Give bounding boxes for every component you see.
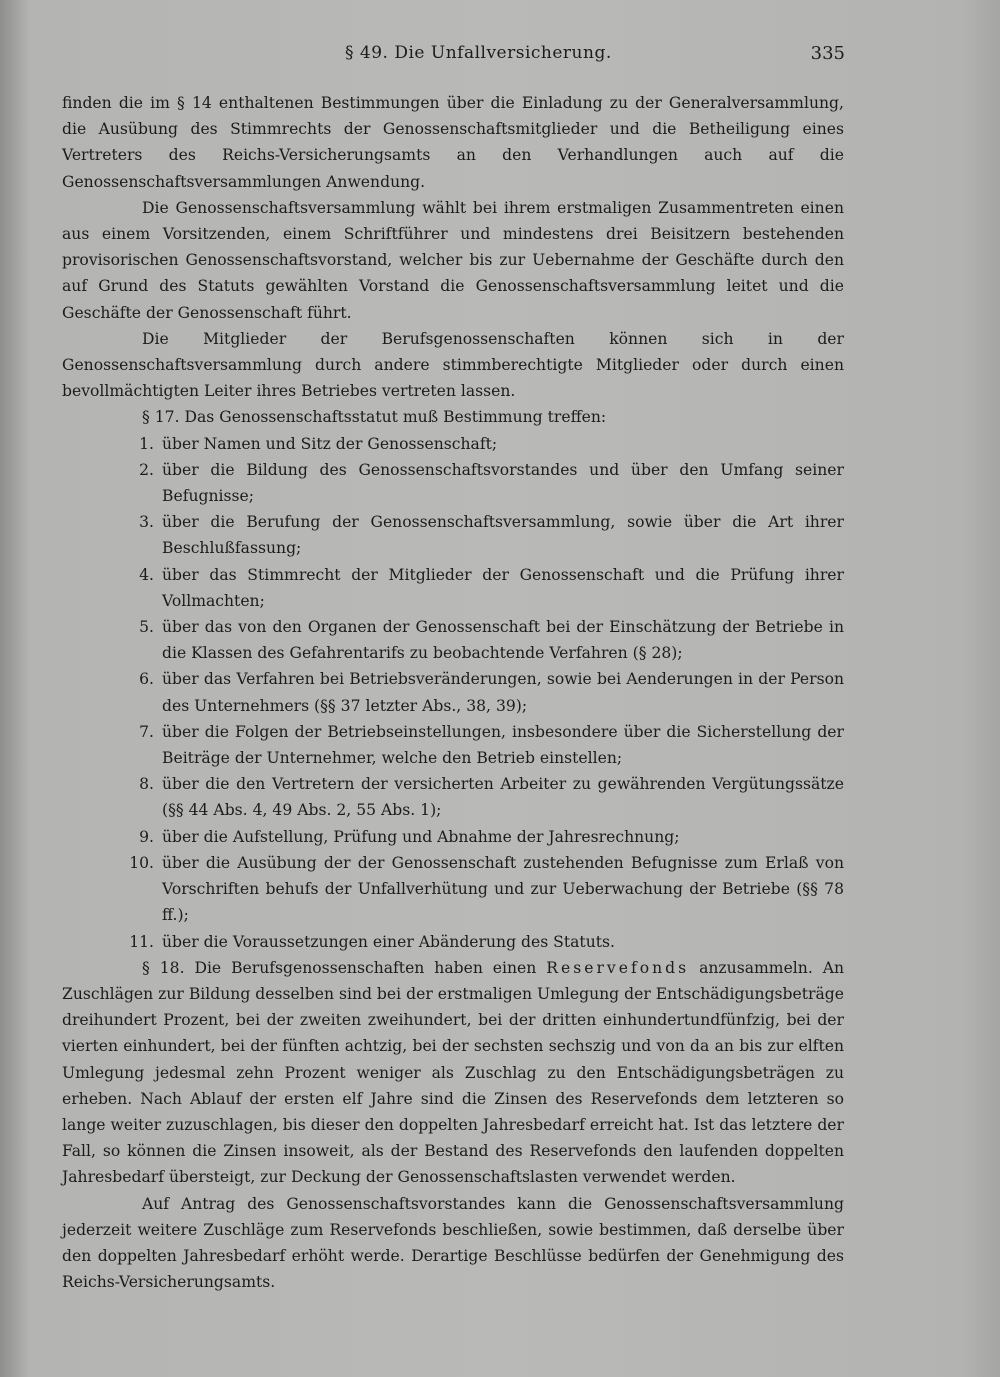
page-header [60, 43, 845, 69]
item-text: über das Verfahren bei Betriebsveränderungen, sowie bei Aenderungen in der Person des Unternehmers (§§ 37 letzter Abs., 38, 39); [162, 670, 844, 715]
item-text: über die Folgen der Betriebseinstellungen, insbesondere über die Sicherstellung der Beiträge der Unternehmer, welche den Betrieb einstellen; [162, 722, 844, 768]
item-number: 11. [129, 932, 154, 951]
list-item [62, 614, 844, 666]
list-item [62, 850, 844, 929]
list-item [62, 771, 844, 823]
paragraph-members-representation: Die Mitglieder der Berufsgenossenschaften können sich in der Genossenschaftsversammlung durch andere stimmberechtigte Mitglieder oder durch einen bevollmächtigten Leiter ihres Betriebes vertreten lassen. [62, 329, 844, 401]
paragraph-provisional-board: Die Genossenschaftsversammlung wählt bei ihrem erstmaligen Zusammentreten einen aus einem Vorsitzenden, einem Schriftführer und mindestens drei Beisitzern bestehenden provisorischen Genossenschaftsvorstand, welcher bis zur Uebernahme der Geschäfte durch den auf Grund des Statuts gewählten Vorstand die Genossenschaftsversammlung leitet und die Geschäfte der Genossenschaft führt. [62, 198, 844, 322]
page-body [62, 90, 844, 1295]
item-text: über die den Vertretern der versicherten Arbeiter zu gewährenden Vergütungssätze (§§ 44 Abs. 4, 49 Abs. 2, 55 Abs. 1); [162, 775, 844, 820]
item-number: 4. [139, 565, 154, 584]
list-item [62, 666, 844, 718]
list-item [62, 929, 844, 955]
item-number: 8. [139, 775, 154, 794]
list-item [62, 719, 844, 771]
item-text: über die Berufung der Genossenschaftsversammlung, sowie über die Art ihrer Beschlußfassung; [162, 513, 844, 558]
page-number: 335 [810, 43, 845, 64]
item-text: über die Voraussetzungen einer Abänderung des Statuts. [162, 932, 615, 951]
running-head: § 49. Die Unfallversicherung. [345, 43, 612, 63]
item-number: 5. [139, 618, 154, 637]
item-number: 10. [129, 853, 154, 872]
section-18-text: anzusammeln. An Zuschlägen zur Bildung desselben sind bei der erstmaligen Umlegung der Entschädigungsbeträge dreihundert Prozent, bei der zweiten zweihundert, bei der dritten einhundertundfünfzig, bei der vierten einhundert, bei der fünften achtzig, bei der sechsten sechszig und von da an bis zur elften Umlegung jedesmal zehn Prozent weniger als Zuschlag zu den Entschädigungsbeträgen zu erheben. Nach Ablauf der ersten elf Jahre sind die Zinsen des Reservefonds dem letzteren so lange weiter zuzuschlagen, bis dieser den doppelten Jahresbedarf erreicht hat. Ist das letztere der Fall, so können die Zinsen insoweit, als der Bestand des Reservefonds den laufenden doppelten Jahresbedarf übersteigt, zur Deckung der Genossenschaftslasten verwendet werden. [62, 958, 845, 1187]
paragraph-continuation: finden die im § 14 enthaltenen Bestimmungen über die Einladung zu der Generalversammlung, die Ausübung des Stimmrechts der Genossenschaftsmitglieder und die Betheiligung eines Vertreters des Reichs-Versicherungsamts an den Verhandlungen auch auf die Genossenschaftsversammlungen Anwendung. [62, 94, 844, 191]
item-number: 2. [139, 460, 154, 479]
statute-requirements-list [62, 431, 844, 955]
list-item [62, 824, 844, 850]
section-18-lead: § 18. Die Berufsgenossenschaften haben einen [142, 958, 537, 977]
list-item [62, 562, 844, 614]
item-text: über Namen und Sitz der Genossenschaft; [162, 434, 498, 453]
list-item [62, 509, 844, 561]
paragraph-additional-surcharges: Auf Antrag des Genossenschaftsvorstandes kann die Genossenschaftsversammlung jederzeit weitere Zuschläge zum Reservefonds beschließen, sowie bestimmen, daß derselbe über den doppelten Jahresbedarf erhöht werde. Derartige Beschlüsse bedürfen der Genehmigung des Reichs-Versicherungsamts. [62, 1194, 844, 1292]
item-text: über die Aufstellung, Prüfung und Abnahme der Jahresrechnung; [162, 827, 680, 846]
reservefonds-term: Reservefonds [546, 958, 690, 977]
section-17-heading: § 17. Das Genossenschaftsstatut muß Bestimmung treffen: [142, 408, 607, 427]
item-text: über die Ausübung der der Genossenschaft zustehenden Befugnisse zum Erlaß von Vorschriften behufs der Unfallverhütung und zur Ueberwachung der Betriebe (§§ 78 ff.); [162, 853, 844, 925]
list-item [62, 431, 844, 457]
section-18-paragraph [62, 955, 844, 1191]
item-number: 9. [139, 827, 154, 846]
item-text: über das Stimmrecht der Mitglieder der Genossenschaft und die Prüfung ihrer Vollmachten; [162, 565, 844, 610]
item-number: 1. [139, 434, 154, 453]
item-number: 6. [139, 670, 154, 689]
item-number: 7. [139, 722, 154, 741]
list-item [62, 457, 844, 509]
item-text: über die Bildung des Genossenschaftsvorstandes und über den Umfang seiner Befugnisse; [162, 460, 844, 506]
item-number: 3. [139, 513, 154, 532]
item-text: über das von den Organen der Genossenschaft bei der Einschätzung der Betriebe in die Klassen des Gefahrentarifs zu beobachtende Verfahren (§ 28); [162, 618, 844, 663]
